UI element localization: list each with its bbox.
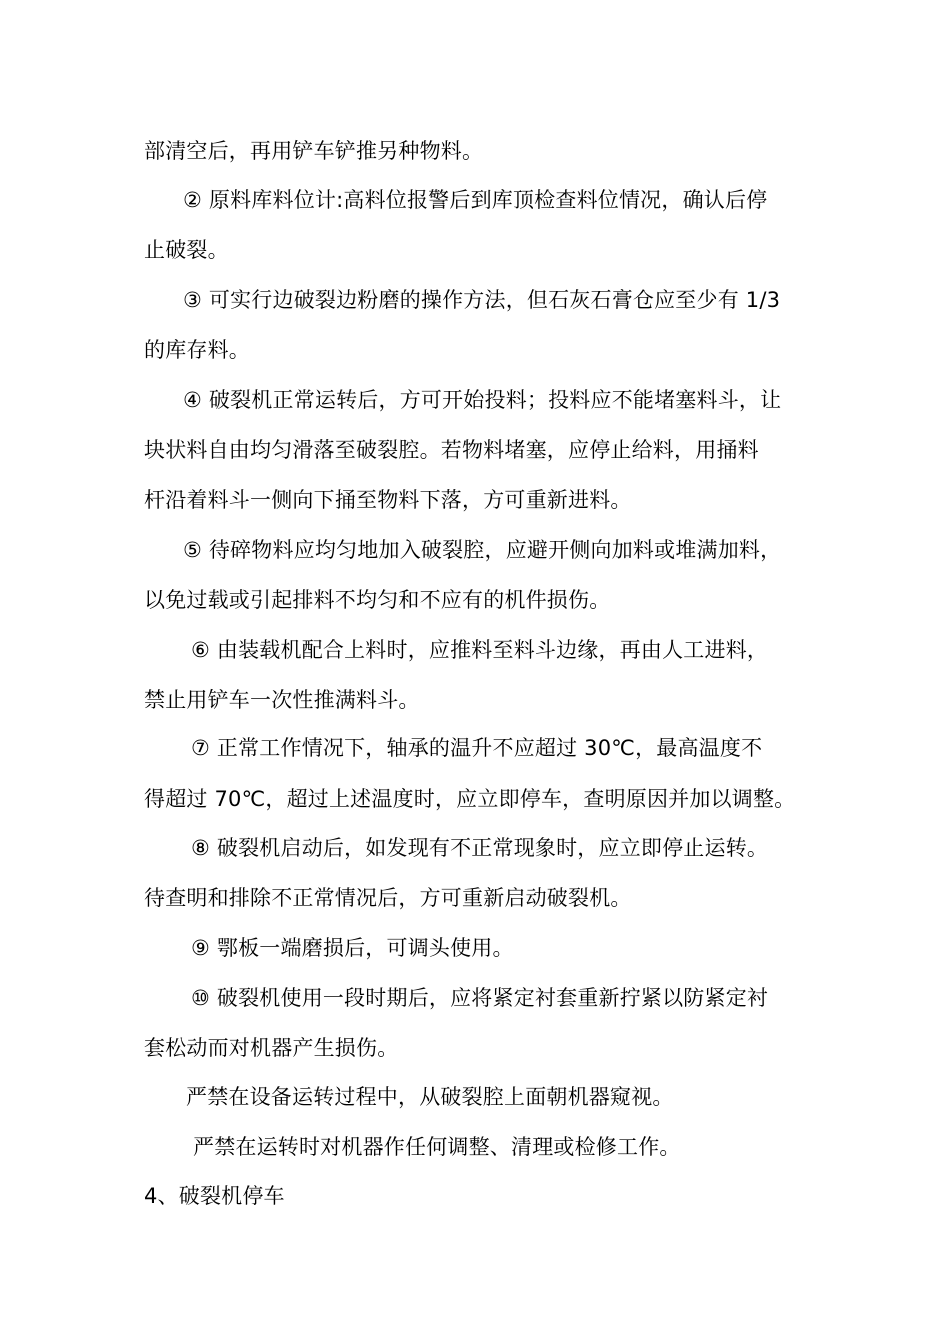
text-line-13: ⑦ 正常工作情况下，轴承的温升不应超过 30℃，最高温度不 bbox=[191, 736, 763, 760]
section-heading: 4、破裂机停车 bbox=[144, 1184, 285, 1208]
text-line-17: ⑨ 鄂板一端磨损后，可调头使用。 bbox=[191, 936, 514, 960]
text-line-16: 待查明和排除不正常情况后，方可重新启动破裂机。 bbox=[144, 886, 632, 910]
text-line-20: 严禁在设备运转过程中，从破裂腔上面朝机器窥视。 bbox=[186, 1085, 674, 1109]
text-line-2: ② 原料库料位计:高料位报警后到库顶检查料位情况，确认后停 bbox=[183, 188, 768, 212]
text-line-18: ⑩ 破裂机使用一段时期后，应将紧定衬套重新拧紧以防紧定衬 bbox=[191, 986, 769, 1010]
text-line-11: ⑥ 由装载机配合上料时，应推料至料斗边缘，再由人工进料， bbox=[191, 638, 769, 662]
text-line-14: 得超过 70℃，超过上述温度时，应立即停车，查明原因并加以调整。 bbox=[144, 787, 796, 811]
text-line-6: ④ 破裂机正常运转后，方可开始投料；投料应不能堵塞料斗，让 bbox=[183, 388, 782, 412]
text-line-4: ③ 可实行边破裂边粉磨的操作方法，但石灰石膏仓应至少有 1/3 bbox=[183, 288, 781, 312]
text-line-1: 部清空后，再用铲车铲推另种物料。 bbox=[144, 139, 484, 163]
text-line-12: 禁止用铲车一次性推满料斗。 bbox=[144, 688, 420, 712]
text-line-7: 块状料自由均匀滑落至破裂腔。若物料堵塞，应停止给料，用捅料 bbox=[144, 438, 759, 462]
text-line-15: ⑧ 破裂机启动后，如发现有不正常现象时，应立即停止运转。 bbox=[191, 836, 769, 860]
text-line-8: 杆沿着料斗一侧向下捅至物料下落，方可重新进料。 bbox=[144, 488, 632, 512]
text-line-5: 的库存料。 bbox=[144, 338, 250, 362]
text-line-10: 以免过载或引起排料不均匀和不应有的机件损伤。 bbox=[144, 588, 611, 612]
text-line-21: 严禁在运转时对机器作任何调整、清理或检修工作。 bbox=[193, 1135, 681, 1159]
text-line-19: 套松动而对机器产生损伤。 bbox=[144, 1036, 399, 1060]
text-line-3: 止破裂。 bbox=[144, 238, 229, 262]
text-line-9: ⑤ 待碎物料应均匀地加入破裂腔，应避开侧向加料或堆满加料， bbox=[183, 538, 782, 562]
